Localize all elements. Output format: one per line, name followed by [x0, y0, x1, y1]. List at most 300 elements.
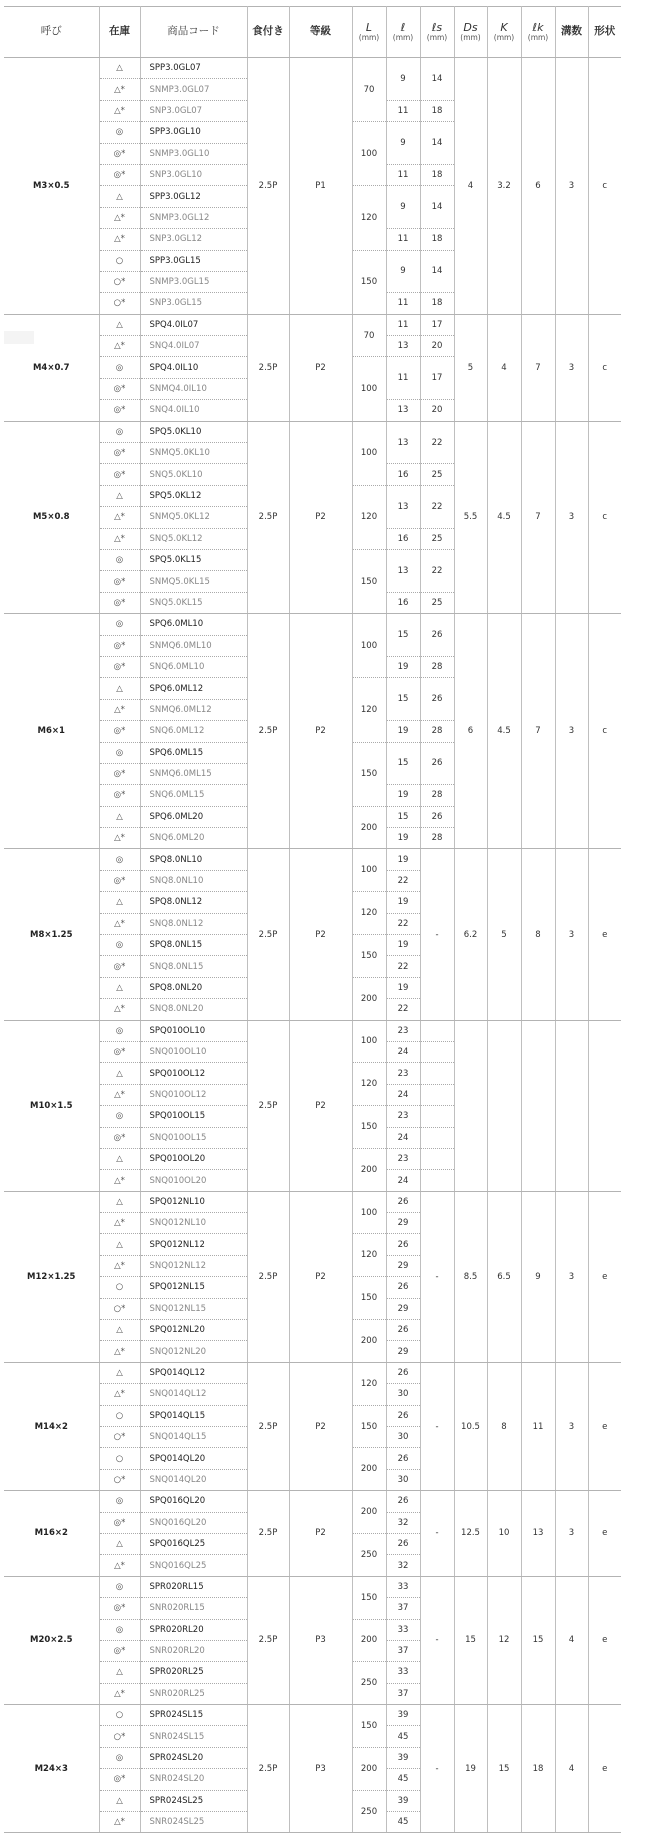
- length-L: 150: [352, 1277, 386, 1320]
- shank-length: 18: [420, 164, 454, 185]
- header-lk: [521, 7, 555, 58]
- product-code: SNP3.0GL10: [140, 164, 247, 185]
- header-L-symbol: L: [365, 20, 373, 34]
- product-code: SPQ010OL15: [140, 1106, 247, 1127]
- thread-length: 19: [386, 849, 420, 870]
- shank-length: 26: [420, 614, 454, 657]
- length-L: 120: [352, 1362, 386, 1405]
- shank-length: -: [420, 1191, 454, 1362]
- stock-mark: ◎*: [99, 1598, 140, 1619]
- grade-value: P2: [289, 421, 352, 614]
- stock-mark: △: [99, 1662, 140, 1683]
- spec-table-body: [4, 58, 621, 1833]
- thread-length: 16: [386, 528, 420, 549]
- product-code: SNMQ4.0IL10: [140, 378, 247, 399]
- thread-length: 37: [386, 1598, 420, 1619]
- thread-length: 30: [386, 1384, 420, 1405]
- stock-mark: △*: [99, 999, 140, 1020]
- shank-length: 22: [420, 549, 454, 592]
- spec-lk: 18: [521, 1705, 555, 1833]
- product-code: SNMQ5.0KL15: [140, 571, 247, 592]
- shank-length: 25: [420, 528, 454, 549]
- length-L: 150: [352, 1705, 386, 1748]
- stock-mark: ◎*: [99, 763, 140, 784]
- spec-ds: 19: [454, 1705, 487, 1833]
- thread-length: 13: [386, 485, 420, 528]
- thread-length: 13: [386, 400, 420, 421]
- spec-K: 15: [487, 1705, 521, 1833]
- stock-mark: ○*: [99, 1427, 140, 1448]
- length-L: 100: [352, 421, 386, 485]
- stock-mark: △: [99, 806, 140, 827]
- spec-K: 4: [487, 314, 521, 421]
- table-row: [4, 614, 621, 635]
- product-code: SNQ014QL12: [140, 1384, 247, 1405]
- thread-length: 30: [386, 1469, 420, 1490]
- length-L: 120: [352, 892, 386, 935]
- grade-value: P3: [289, 1705, 352, 1833]
- spec-lk: 13: [521, 1491, 555, 1577]
- shank-length: 26: [420, 678, 454, 721]
- header-ds-unit: (mm): [460, 32, 481, 42]
- thread-length: 26: [386, 1277, 420, 1298]
- product-code: SPQ010OL10: [140, 1020, 247, 1041]
- product-code: SNP3.0GL15: [140, 293, 247, 314]
- product-code: SNP3.0GL12: [140, 229, 247, 250]
- product-code: SNMQ6.0ML15: [140, 763, 247, 784]
- header-L-unit: (mm): [358, 32, 380, 42]
- stock-mark: △: [99, 1533, 140, 1554]
- thread-length: 39: [386, 1790, 420, 1811]
- stock-mark: △: [99, 485, 140, 506]
- thread-length: 13: [386, 549, 420, 592]
- stock-mark: ◎*: [99, 1041, 140, 1062]
- product-code: SNQ6.0ML20: [140, 828, 247, 849]
- thread-length: 19: [386, 892, 420, 913]
- stock-mark: ◎: [99, 122, 140, 143]
- stock-mark: ◎: [99, 614, 140, 635]
- length-L: 200: [352, 1491, 386, 1534]
- product-code: SPR020RL20: [140, 1619, 247, 1640]
- thread-length: 15: [386, 678, 420, 721]
- shank-length: 14: [420, 122, 454, 165]
- stock-mark: △*: [99, 507, 140, 528]
- length-L: 200: [352, 1448, 386, 1491]
- call-size: M14×2: [4, 1362, 99, 1490]
- length-L: 100: [352, 357, 386, 421]
- product-code: SNMP3.0GL10: [140, 143, 247, 164]
- product-code: SPQ4.0IL07: [140, 314, 247, 335]
- product-code: SNQ012NL15: [140, 1298, 247, 1319]
- spec-flutes: 4: [555, 1705, 588, 1833]
- bite-value: 2.5P: [247, 1705, 289, 1833]
- spec-shape: c: [588, 614, 621, 849]
- length-L: 100: [352, 122, 386, 186]
- thread-length: 15: [386, 742, 420, 785]
- shank-length: [420, 1084, 454, 1105]
- call-size: M4×0.7: [4, 314, 99, 421]
- grade-value: P3: [289, 1576, 352, 1704]
- grade-value: P2: [289, 1362, 352, 1490]
- call-size: M8×1.25: [4, 849, 99, 1020]
- product-code: SNQ010OL12: [140, 1084, 247, 1105]
- spec-flutes: 3: [555, 614, 588, 849]
- product-code: SPQ010OL20: [140, 1148, 247, 1169]
- bite-value: 2.5P: [247, 1576, 289, 1704]
- header-stock: 在庫: [99, 7, 140, 58]
- table-row: [4, 1705, 621, 1726]
- spec-flutes: 3: [555, 1491, 588, 1577]
- bite-value: 2.5P: [247, 1020, 289, 1191]
- stock-mark: ◎: [99, 1576, 140, 1597]
- header-K-symbol: K: [500, 20, 508, 34]
- stock-mark: ○: [99, 1705, 140, 1726]
- header-flutes: 溝数: [555, 7, 588, 58]
- product-code: SNQ5.0KL10: [140, 464, 247, 485]
- product-code: SPQ016QL25: [140, 1533, 247, 1554]
- header-ls-symbol: ℓs: [431, 20, 443, 34]
- length-L: 200: [352, 1148, 386, 1191]
- product-code: SNQ012NL10: [140, 1213, 247, 1234]
- thread-length: 26: [386, 1191, 420, 1212]
- length-L: 200: [352, 1747, 386, 1790]
- spec-shape: c: [588, 58, 621, 315]
- shank-length: [420, 1127, 454, 1148]
- spec-lk: 7: [521, 314, 555, 421]
- thread-length: 19: [386, 828, 420, 849]
- stock-mark: ◎*: [99, 443, 140, 464]
- length-L: 100: [352, 1020, 386, 1063]
- product-code: SPQ014QL12: [140, 1362, 247, 1383]
- length-L: 200: [352, 1320, 386, 1363]
- product-code: SNQ6.0ML15: [140, 785, 247, 806]
- product-code: SPQ016QL20: [140, 1491, 247, 1512]
- stock-mark: △: [99, 1320, 140, 1341]
- stock-mark: ◎*: [99, 870, 140, 891]
- thread-length: 11: [386, 164, 420, 185]
- length-L: 150: [352, 742, 386, 806]
- product-code: SNR020RL15: [140, 1598, 247, 1619]
- table-row: [4, 1362, 621, 1383]
- product-code: SPR024SL20: [140, 1747, 247, 1768]
- stock-mark: ○*: [99, 271, 140, 292]
- length-L: 150: [352, 549, 386, 613]
- length-L: 120: [352, 485, 386, 549]
- product-code: SPQ5.0KL10: [140, 421, 247, 442]
- length-L: 70: [352, 58, 386, 122]
- stock-mark: ◎*: [99, 164, 140, 185]
- shank-length: -: [420, 1576, 454, 1704]
- length-L: 120: [352, 1063, 386, 1106]
- stock-mark: ◎*: [99, 592, 140, 613]
- shank-length: [420, 1020, 454, 1041]
- stock-mark: △*: [99, 229, 140, 250]
- spec-K: 4.5: [487, 421, 521, 614]
- stock-mark: ◎*: [99, 571, 140, 592]
- shank-length: 28: [420, 785, 454, 806]
- spec-ds: 6.2: [454, 849, 487, 1020]
- product-code: SPR020RL25: [140, 1662, 247, 1683]
- shank-length: 28: [420, 828, 454, 849]
- product-code: SNQ8.0NL12: [140, 913, 247, 934]
- stock-mark: ◎*: [99, 1640, 140, 1661]
- product-code: SPQ6.0ML12: [140, 678, 247, 699]
- product-code: SNMP3.0GL12: [140, 207, 247, 228]
- shank-length: 18: [420, 293, 454, 314]
- stock-mark: ◎*: [99, 378, 140, 399]
- spec-table-wrapper: [4, 6, 621, 1833]
- stock-mark: ◎*: [99, 1769, 140, 1790]
- header-ls: [420, 7, 454, 58]
- header-call: 呼び: [4, 7, 99, 58]
- thread-length: 26: [386, 1320, 420, 1341]
- stock-mark: △*: [99, 528, 140, 549]
- stock-mark: ○: [99, 1405, 140, 1426]
- stock-mark: △*: [99, 1812, 140, 1833]
- thread-length: 9: [386, 186, 420, 229]
- spec-lk: 15: [521, 1576, 555, 1704]
- product-code: SPQ014QL20: [140, 1448, 247, 1469]
- thread-length: 33: [386, 1619, 420, 1640]
- thread-length: 11: [386, 100, 420, 121]
- product-code: SNR020RL25: [140, 1683, 247, 1704]
- stock-mark: △: [99, 1790, 140, 1811]
- header-ds-symbol: Ds: [463, 20, 478, 34]
- bite-value: 2.5P: [247, 1491, 289, 1577]
- spec-ds: 6: [454, 614, 487, 849]
- thread-length: 45: [386, 1812, 420, 1833]
- stock-mark: ○: [99, 250, 140, 271]
- shank-length: 28: [420, 656, 454, 677]
- header-ds: [454, 7, 487, 58]
- thread-length: 22: [386, 956, 420, 977]
- length-L: 100: [352, 849, 386, 892]
- product-code: SNR024SL25: [140, 1812, 247, 1833]
- shank-length: [420, 1106, 454, 1127]
- product-code: SNQ8.0NL15: [140, 956, 247, 977]
- thread-length: 22: [386, 999, 420, 1020]
- call-size: M12×1.25: [4, 1191, 99, 1362]
- thread-length: 16: [386, 592, 420, 613]
- spec-lk: 11: [521, 1362, 555, 1490]
- spec-shape: e: [588, 1576, 621, 1704]
- header-grade: 等級: [289, 7, 352, 58]
- length-L: 150: [352, 1106, 386, 1149]
- spec-flutes: 3: [555, 849, 588, 1020]
- spec-shape: c: [588, 314, 621, 421]
- spec-K: 10: [487, 1491, 521, 1577]
- product-code: SNQ6.0ML10: [140, 656, 247, 677]
- stock-mark: ◎*: [99, 721, 140, 742]
- thread-length: 30: [386, 1427, 420, 1448]
- shank-length: 25: [420, 464, 454, 485]
- table-row: [4, 1020, 621, 1041]
- spec-flutes: 3: [555, 314, 588, 421]
- spec-ds: 10.5: [454, 1362, 487, 1490]
- grade-value: P2: [289, 1491, 352, 1577]
- thread-length: 19: [386, 721, 420, 742]
- bite-value: 2.5P: [247, 1362, 289, 1490]
- shank-length: 14: [420, 186, 454, 229]
- shank-length: 14: [420, 58, 454, 101]
- stock-mark: △: [99, 1191, 140, 1212]
- bite-value: 2.5P: [247, 614, 289, 849]
- product-code: SNQ4.0IL10: [140, 400, 247, 421]
- stock-mark: △*: [99, 1213, 140, 1234]
- stock-mark: △: [99, 1148, 140, 1169]
- product-code: SPQ5.0KL12: [140, 485, 247, 506]
- watermark: [4, 331, 34, 344]
- thread-length: 24: [386, 1170, 420, 1191]
- product-code: SNQ5.0KL12: [140, 528, 247, 549]
- shank-length: [420, 1063, 454, 1084]
- stock-mark: ◎*: [99, 1512, 140, 1533]
- product-code: SPP3.0GL10: [140, 122, 247, 143]
- thread-length: 32: [386, 1555, 420, 1576]
- stock-mark: △*: [99, 207, 140, 228]
- spec-flutes: [555, 1020, 588, 1191]
- stock-mark: △: [99, 678, 140, 699]
- table-row: [4, 849, 621, 870]
- stock-mark: △: [99, 186, 140, 207]
- spec-shape: e: [588, 1705, 621, 1833]
- thread-length: 29: [386, 1213, 420, 1234]
- stock-mark: △*: [99, 1084, 140, 1105]
- product-code: SPQ4.0IL10: [140, 357, 247, 378]
- product-code: SNQ8.0NL20: [140, 999, 247, 1020]
- spec-K: 4.5: [487, 614, 521, 849]
- spec-shape: e: [588, 1191, 621, 1362]
- product-code: SNQ014QL15: [140, 1427, 247, 1448]
- thread-length: 22: [386, 913, 420, 934]
- shank-length: 20: [420, 336, 454, 357]
- spec-lk: 7: [521, 614, 555, 849]
- length-L: 100: [352, 1191, 386, 1234]
- shank-length: [420, 1170, 454, 1191]
- stock-mark: ○*: [99, 1298, 140, 1319]
- thread-length: 19: [386, 977, 420, 998]
- stock-mark: ◎: [99, 1106, 140, 1127]
- spec-K: 5: [487, 849, 521, 1020]
- header-bite: 食付き: [247, 7, 289, 58]
- header-l-symbol: ℓ: [400, 20, 406, 34]
- shank-length: 14: [420, 250, 454, 293]
- table-row: [4, 1191, 621, 1212]
- spec-ds: 5: [454, 314, 487, 421]
- product-code: SPR024SL15: [140, 1705, 247, 1726]
- stock-mark: ◎: [99, 935, 140, 956]
- product-code: SPQ5.0KL15: [140, 549, 247, 570]
- thread-length: 39: [386, 1747, 420, 1768]
- spec-shape: [588, 1020, 621, 1191]
- bite-value: 2.5P: [247, 58, 289, 315]
- shank-length: 18: [420, 100, 454, 121]
- thread-length: 39: [386, 1705, 420, 1726]
- table-row: [4, 421, 621, 442]
- header-shape: 形状: [588, 7, 621, 58]
- product-code: SNQ010OL15: [140, 1127, 247, 1148]
- grade-value: P2: [289, 849, 352, 1020]
- product-code: SNR024SL15: [140, 1726, 247, 1747]
- length-L: 200: [352, 806, 386, 849]
- shank-length: 22: [420, 421, 454, 464]
- thread-length: 26: [386, 1234, 420, 1255]
- thread-length: 16: [386, 464, 420, 485]
- stock-mark: ○*: [99, 1469, 140, 1490]
- product-code: SPQ8.0NL15: [140, 935, 247, 956]
- stock-mark: △*: [99, 1683, 140, 1704]
- length-L: 150: [352, 1405, 386, 1448]
- thread-length: 13: [386, 336, 420, 357]
- product-code: SPR020RL15: [140, 1576, 247, 1597]
- header-row: [4, 7, 621, 58]
- product-code: SPQ8.0NL10: [140, 849, 247, 870]
- product-code: SPQ012NL20: [140, 1320, 247, 1341]
- stock-mark: ○*: [99, 1726, 140, 1747]
- shank-length: -: [420, 849, 454, 1020]
- spec-ds: 4: [454, 58, 487, 315]
- thread-length: 26: [386, 1448, 420, 1469]
- stock-mark: ○: [99, 1448, 140, 1469]
- stock-mark: △: [99, 977, 140, 998]
- length-L: 250: [352, 1533, 386, 1576]
- stock-mark: ○: [99, 1277, 140, 1298]
- shank-length: 17: [420, 314, 454, 335]
- length-L: 150: [352, 935, 386, 978]
- stock-mark: △*: [99, 913, 140, 934]
- thread-length: 11: [386, 293, 420, 314]
- stock-mark: △*: [99, 1170, 140, 1191]
- product-code: SPQ012NL12: [140, 1234, 247, 1255]
- header-code: 商品コード: [140, 7, 247, 58]
- thread-length: 45: [386, 1769, 420, 1790]
- bite-value: 2.5P: [247, 1191, 289, 1362]
- thread-length: 11: [386, 229, 420, 250]
- thread-length: 13: [386, 421, 420, 464]
- thread-length: 19: [386, 785, 420, 806]
- product-code: SNMQ5.0KL10: [140, 443, 247, 464]
- stock-mark: △*: [99, 1341, 140, 1362]
- spec-lk: [521, 1020, 555, 1191]
- thread-length: 26: [386, 1362, 420, 1383]
- grade-value: P2: [289, 614, 352, 849]
- length-L: 120: [352, 678, 386, 742]
- product-code: SNMQ6.0ML12: [140, 699, 247, 720]
- call-size: M24×3: [4, 1705, 99, 1833]
- spec-K: [487, 1020, 521, 1191]
- spec-flutes: 3: [555, 421, 588, 614]
- header-K: [487, 7, 521, 58]
- product-code: SPQ6.0ML15: [140, 742, 247, 763]
- length-L: 120: [352, 1234, 386, 1277]
- stock-mark: ◎*: [99, 656, 140, 677]
- spec-lk: 9: [521, 1191, 555, 1362]
- call-size: M20×2.5: [4, 1576, 99, 1704]
- shank-length: 26: [420, 806, 454, 827]
- thread-length: 23: [386, 1106, 420, 1127]
- stock-mark: ◎: [99, 1619, 140, 1640]
- stock-mark: ◎*: [99, 400, 140, 421]
- stock-mark: ◎: [99, 1020, 140, 1041]
- stock-mark: △*: [99, 336, 140, 357]
- product-code: SPP3.0GL12: [140, 186, 247, 207]
- stock-mark: ◎: [99, 1491, 140, 1512]
- thread-length: 23: [386, 1020, 420, 1041]
- stock-mark: ◎*: [99, 635, 140, 656]
- spec-flutes: 3: [555, 1191, 588, 1362]
- thread-length: 45: [386, 1726, 420, 1747]
- thread-length: 29: [386, 1298, 420, 1319]
